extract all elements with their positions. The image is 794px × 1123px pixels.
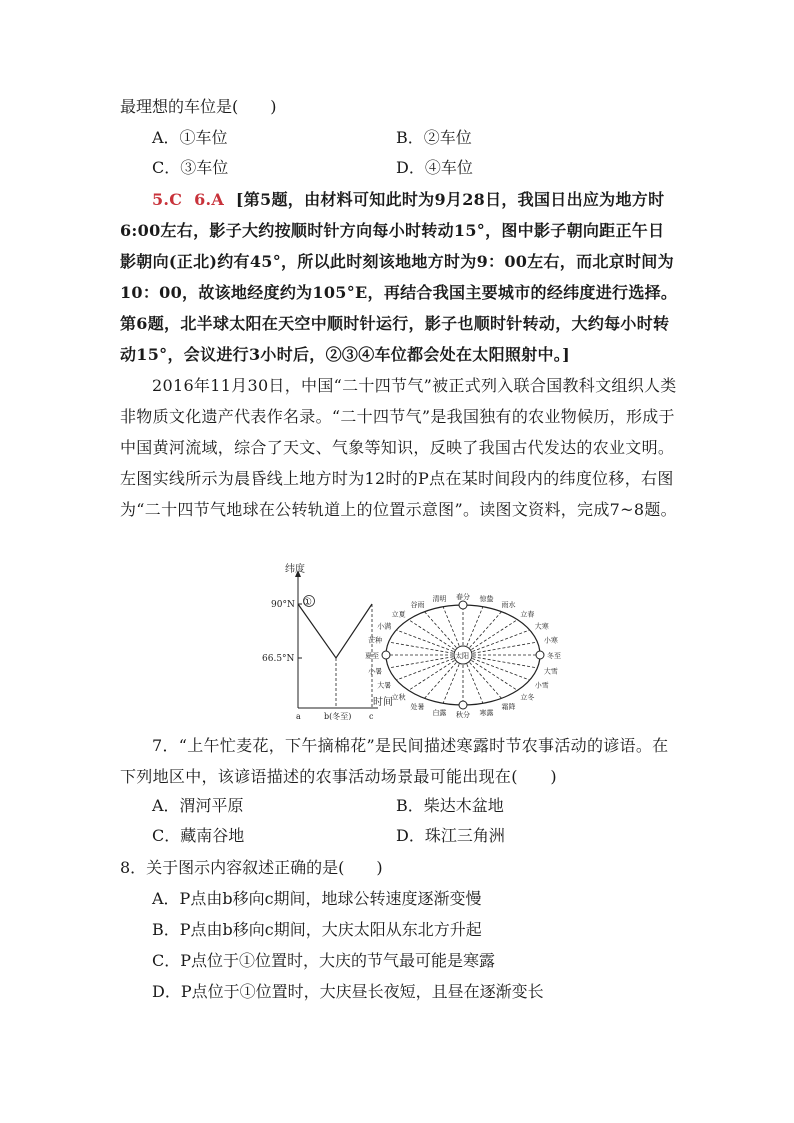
answer-label-5: 5.C xyxy=(152,190,183,209)
orbit-spoke xyxy=(396,655,463,680)
answer-explanation xyxy=(120,184,680,370)
q4-option-a: A．①车位 xyxy=(152,128,228,147)
p-latitude-line xyxy=(298,604,372,658)
q7-option-d: D．珠江三角洲 xyxy=(396,826,505,845)
solar-term-label: 清明 xyxy=(432,595,447,604)
orbit-spoke xyxy=(389,655,463,668)
solar-term-label: 冬至 xyxy=(547,652,561,660)
solar-term-label: 小雪 xyxy=(534,681,549,690)
q7-option-c: C．藏南谷地 xyxy=(152,826,245,845)
q8-option-d: D．P点位于①位置时，大庆昼长夜短，且昼在逐渐变长 xyxy=(152,982,544,1001)
solar-term-label: 小暑 xyxy=(368,667,383,676)
solar-term-label: 小满 xyxy=(377,622,392,631)
solar-term-label: 夏至 xyxy=(365,652,379,660)
answer-label-6: 6.A xyxy=(194,190,225,209)
solar-term-label: 大寒 xyxy=(534,622,549,631)
orbit-spoke xyxy=(463,655,530,680)
solar-term-label: 秋分 xyxy=(456,711,470,719)
q8-option-b: B．P点由b移向c期间，大庆太阳从东北方升起 xyxy=(152,920,482,939)
orbit-spoke xyxy=(396,630,463,655)
solar-term-label: 雨水 xyxy=(501,600,516,609)
earth-summer-solstice xyxy=(382,651,390,659)
orbit-spoke xyxy=(463,655,537,668)
solar-term-label: 立秋 xyxy=(391,693,406,702)
q8-option-a: A．P点由b移向c期间，地球公转速度逐渐变慢 xyxy=(152,889,482,908)
solar-term-label: 小寒 xyxy=(543,636,558,645)
y-axis-title: 纬度 xyxy=(285,564,305,575)
q4-option-b: B．②车位 xyxy=(396,128,472,147)
figure xyxy=(0,560,794,720)
solar-term-label: 惊蛰 xyxy=(479,595,494,604)
x-axis-title: 时间 xyxy=(373,697,393,708)
y-tick-66n: 66.5°N xyxy=(262,654,295,664)
earth-autumn-equinox xyxy=(459,701,467,709)
marker-1: ① xyxy=(303,597,312,608)
sun-label: 太阳 xyxy=(455,652,469,660)
orbit-spoke xyxy=(389,642,463,655)
orbit-spoke xyxy=(463,642,537,655)
orbit-spoke xyxy=(463,630,530,655)
solar-term-label: 寒露 xyxy=(479,708,494,717)
solar-term-label: 大雪 xyxy=(543,667,558,676)
x-tick-c: c xyxy=(369,712,374,720)
earth-winter-solstice xyxy=(536,651,544,659)
q8-stem: 8．关于图示内容叙述正确的是( ) xyxy=(120,858,383,877)
solar-term-label: 立夏 xyxy=(391,610,406,619)
earth-spring-equinox xyxy=(459,601,467,609)
intro-paragraph: 2016年11月30日，中国“二十四节气”被正式列入联合国教科文组织人类非物质文化遗产代表作名录。“二十四节气”是我国独有的农业物候历，形成于中国黄河流域，综合了天文、气象等知识，反映了我国古代发达的农业文明。左图实线所示为晨昏线上地方时为12时的P点在某时间段内的纬度位移，右图为“二十四节气地球在公转轨道上的位置示意图”。读图文资料，完成7~8题。 xyxy=(120,376,677,519)
q4-option-d: D．④车位 xyxy=(396,158,473,177)
x-tick-a: a xyxy=(296,712,301,720)
q4-option-c: C．③车位 xyxy=(152,158,229,177)
solar-term-label: 霜降 xyxy=(501,703,516,712)
y-tick-90n: 90°N xyxy=(271,600,295,610)
solar-term-label: 立春 xyxy=(520,610,535,619)
x-tick-b: b(冬至) xyxy=(324,712,352,720)
solar-term-label: 芒种 xyxy=(368,636,383,645)
q7-option-b: B．柴达木盆地 xyxy=(396,796,504,815)
solar-term-label: 谷雨 xyxy=(410,600,425,609)
q7-stem: 7．“上午忙麦花，下午摘棉花”是民间描述寒露时节农事活动的谚语。在下列地区中，该谚语描述的农事活动场景最可能出现在( ) xyxy=(120,736,669,786)
solar-term-label: 白露 xyxy=(432,708,447,717)
answer-explanation-text: [第5题，由材料可知此时为9月28日，我国日出应为地方时6:00左右，影子大约按顺时针方向每小时转动15°，图中影子朝向距正午日影朝向(正北)约有45°，所以此时刻该地地方时为9：00左右，而北京时间为10：00，故该地经度约为105°E，再结合我国主要城市的经纬度进行选择。第6题，北半球太阳在天空中顺时针运行，影子也顺时针转动，大约每小时转动15°，会议进行3小时后，②③④车位都会处在太阳照射中。] xyxy=(120,190,678,364)
orbit-diagram xyxy=(365,592,561,719)
q7-option-a: A．渭河平原 xyxy=(152,796,244,815)
solar-term-label: 立冬 xyxy=(520,693,535,702)
q8-option-c: C．P点位于①位置时，大庆的节气最可能是寒露 xyxy=(152,951,496,970)
solar-term-label: 春分 xyxy=(456,593,470,601)
solar-term-label: 处暑 xyxy=(410,703,425,712)
solar-term-label: 大暑 xyxy=(377,681,392,690)
q4-stem-tail: 最理想的车位是( ) xyxy=(120,97,277,116)
